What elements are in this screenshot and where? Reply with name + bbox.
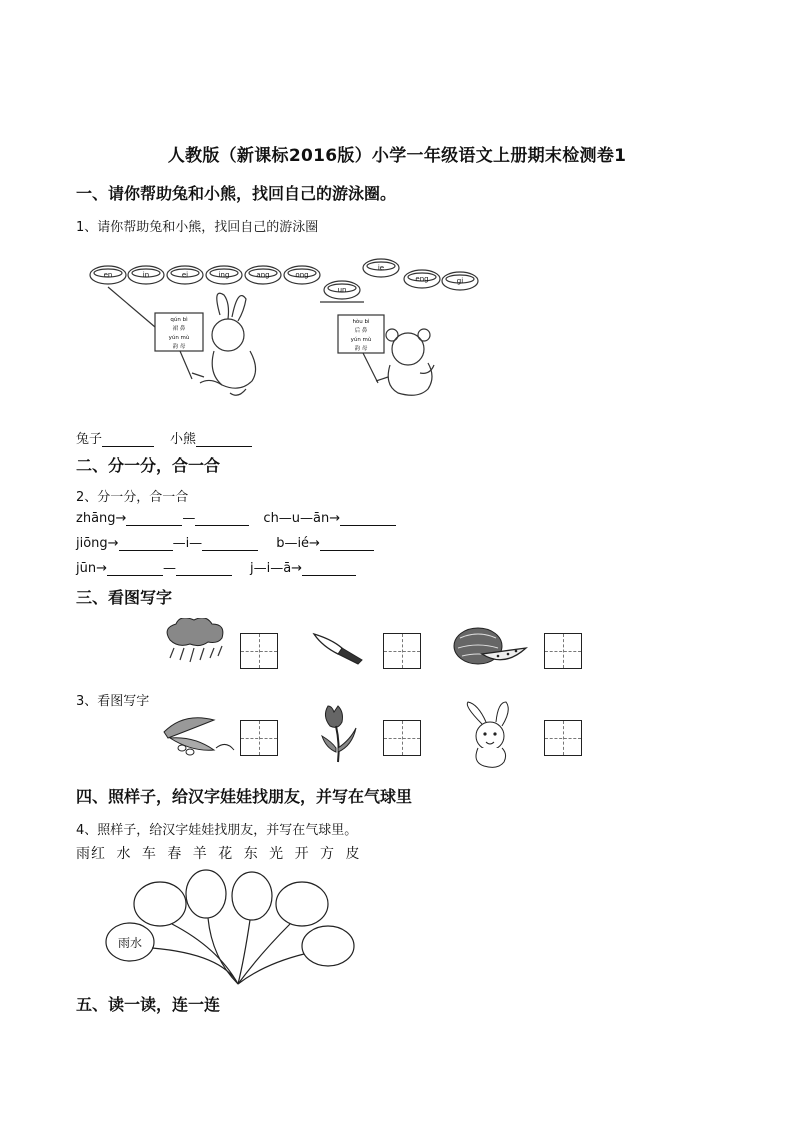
split-separator: —i—	[172, 536, 203, 551]
bear-label: 小熊	[170, 432, 197, 447]
ring-label: ie	[377, 264, 385, 272]
ring-label: ing	[218, 271, 230, 279]
split-prompt: zhāng→	[76, 511, 127, 526]
split-separator: —	[162, 561, 176, 576]
answer-blank[interactable]	[119, 536, 173, 551]
balloon	[276, 882, 328, 926]
rabbit-label: 兔子	[76, 432, 103, 447]
answer-blank[interactable]	[195, 511, 249, 526]
bear-sign-chars: 后 鼻	[354, 328, 368, 334]
answer-blank[interactable]	[176, 561, 232, 576]
answer-blank[interactable]	[202, 536, 258, 551]
balloon	[186, 870, 226, 918]
split-row-2	[76, 536, 374, 551]
split-prompt: j—i—ā→	[249, 561, 303, 576]
ring-label: in	[142, 271, 150, 279]
character-list: 雨红 水 车 春 羊 花 东 光 开 方 皮	[76, 846, 361, 862]
answer-blank[interactable]	[340, 511, 396, 526]
section-5-heading: 五、读一读，连一连	[76, 995, 221, 1014]
rabbit-sign-pinyin: qún bì	[170, 317, 188, 323]
writing-box[interactable]	[383, 633, 421, 669]
ring-label: gi	[456, 277, 464, 285]
page-title: 人教版（新课标2016版）小学一年级语文上册期末检测卷1	[167, 146, 627, 166]
answer-blank[interactable]	[320, 536, 374, 551]
rabbit-sign-pinyin: yún mù	[168, 335, 190, 341]
knife-icon	[312, 630, 366, 666]
ring-label: ong	[295, 271, 309, 279]
split-prompt: jiōng→	[76, 536, 119, 551]
section-3-question: 3、看图写字	[76, 694, 150, 709]
section-3-heading: 三、看图写字	[76, 588, 173, 607]
writing-box[interactable]	[383, 720, 421, 756]
bear-sign-chars: 韵 母	[354, 346, 368, 352]
bear-answer-blank[interactable]	[196, 432, 252, 447]
split-prompt: b—ié→	[276, 536, 320, 551]
rabbit-sign-chars: 裙 鼻	[172, 326, 186, 332]
balloon	[232, 872, 272, 920]
writing-box[interactable]	[544, 720, 582, 756]
ring-label: eng	[415, 275, 429, 283]
section-4-heading: 四、照样子，给汉字娃娃找朋友，并写在气球里	[76, 787, 413, 806]
ring-label: en	[103, 271, 113, 279]
answer-blank[interactable]	[302, 561, 356, 576]
bear-sign-pinyin: hòu bì	[352, 319, 370, 325]
balloon-diagram	[100, 868, 360, 988]
bear-sign-pinyin: yún mù	[350, 337, 372, 343]
writing-box[interactable]	[240, 720, 278, 756]
section-4-question: 4、照样子，给汉字娃娃找朋友，并写在气球里。	[76, 823, 358, 838]
answer-row	[76, 428, 252, 447]
writing-box[interactable]	[544, 633, 582, 669]
watermelon-icon	[452, 624, 528, 670]
rain-cloud-icon	[160, 618, 232, 668]
writing-box[interactable]	[240, 633, 278, 669]
ring-label: ang	[256, 271, 270, 279]
bean-pod-icon	[160, 708, 238, 758]
section-1-heading: 一、请你帮助兔和小熊，找回自己的游泳圈。	[76, 184, 397, 203]
ring-label: ei	[181, 271, 189, 279]
balloon	[134, 882, 186, 926]
split-row-3	[76, 561, 356, 576]
answer-blank[interactable]	[107, 561, 163, 576]
split-separator: —	[182, 511, 196, 526]
section-2-heading: 二、分一分，合一合	[76, 456, 221, 475]
section-1-question: 1、请你帮助兔和小熊，找回自己的游泳圈	[76, 220, 319, 235]
balloon	[302, 926, 354, 966]
balloon-example-text: 雨水	[117, 936, 143, 950]
split-row-1	[76, 511, 396, 526]
split-prompt: ch—u—ān→	[263, 511, 341, 526]
ring-label: un	[337, 286, 347, 294]
rabbit-icon	[460, 700, 524, 770]
rabbit-sign-chars: 韵 母	[172, 344, 186, 350]
section-2-question: 2、分一分，合一合	[76, 490, 189, 505]
rabbit-answer-blank[interactable]	[102, 432, 154, 447]
tulip-icon	[312, 702, 364, 764]
answer-blank[interactable]	[126, 511, 182, 526]
swim-ring-illustration	[80, 255, 500, 415]
split-prompt: jūn→	[76, 561, 107, 576]
